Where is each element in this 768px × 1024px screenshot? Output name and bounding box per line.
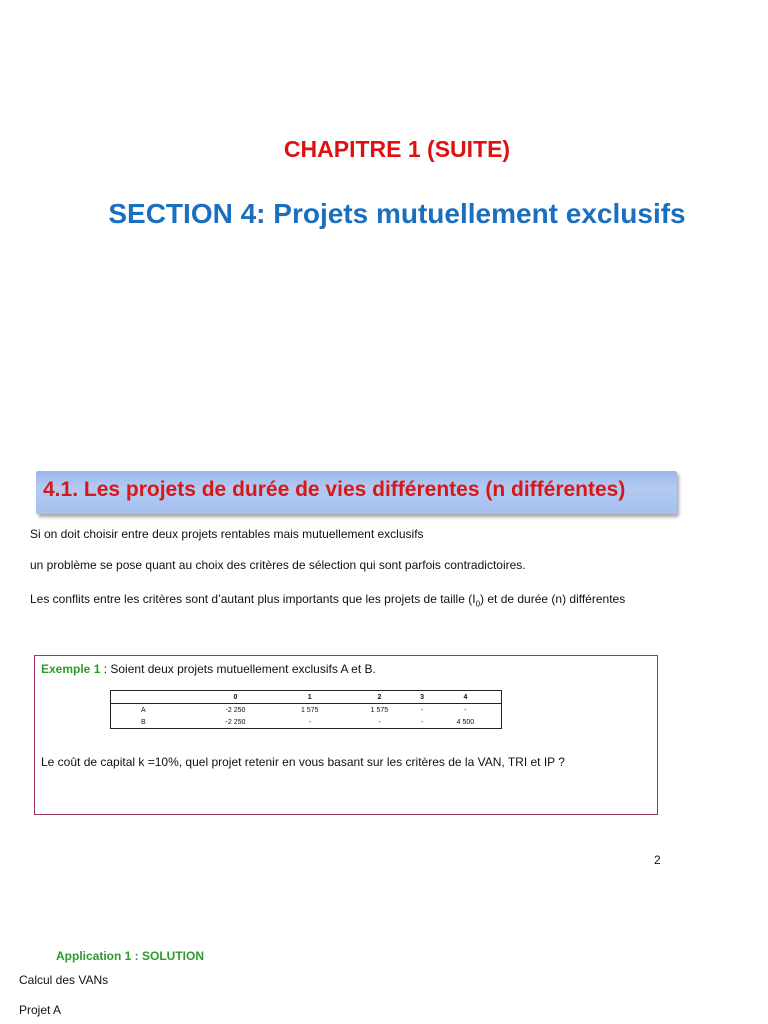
- table-cell: -: [308, 718, 311, 726]
- paragraph-1: Si on doit choisir entre deux projets rentables mais mutuellement exclusifs: [30, 527, 424, 541]
- paragraph-3-subscript: 0: [475, 599, 481, 609]
- table-header-row: [111, 691, 502, 704]
- page-number: 2: [654, 853, 661, 867]
- table-header-cell: 1: [275, 691, 345, 704]
- table-header-cell: [111, 691, 197, 704]
- calc-title: Calcul des VANs: [19, 973, 109, 987]
- paragraph-3-part1: Les conflits entre les critères sont d’autant plus importants que les projets de taille (I: [30, 592, 476, 606]
- table-cell: -2 250: [225, 718, 246, 726]
- table-row: [111, 704, 502, 717]
- application-title: Application 1 : SOLUTION: [56, 949, 205, 963]
- table-cell: B: [141, 718, 146, 726]
- project-a-label: Projet A: [19, 1003, 62, 1017]
- table-cell: 1 575: [370, 706, 389, 714]
- example-question: Le coût de capital k =10%, quel projet retenir en vous basant sur les critères de la VAN, TRI et IP ?: [41, 755, 565, 769]
- subsection-banner: [36, 471, 677, 514]
- table-cell: 4 500: [456, 718, 475, 726]
- paragraph-3: [30, 591, 670, 612]
- table-header-cell: 2: [345, 691, 415, 704]
- example-box: [34, 655, 658, 815]
- table-header-cell: 0: [196, 691, 275, 704]
- table-cell: -: [378, 718, 381, 726]
- table-cell: -: [464, 706, 467, 714]
- table-header-cell: 4: [430, 691, 502, 704]
- table-cell: -: [420, 706, 424, 714]
- section-title: SECTION 4: Projets mutuellement exclusifs: [108, 198, 686, 229]
- chapter-title: CHAPITRE 1 (SUITE): [283, 136, 511, 162]
- table-cell: -2 250: [225, 706, 246, 714]
- example-label: Exemple 1: [41, 662, 101, 676]
- example-heading: [41, 662, 376, 676]
- cash-flow-table: [110, 690, 502, 729]
- table-cell: A: [141, 706, 146, 714]
- subsection-title: 4.1. Les projets de durée de vies différentes (n différentes): [43, 478, 626, 501]
- table-cell: -: [420, 718, 424, 726]
- paragraph-2: un problème se pose quant au choix des critères de sélection qui sont parfois contradictoires.: [30, 558, 526, 572]
- table-cell: 1 575: [300, 706, 319, 714]
- paragraph-3-part2: ) et de durée (n) différentes: [480, 592, 626, 606]
- table-row: [111, 716, 502, 729]
- table-header-cell: 3: [414, 691, 430, 704]
- example-intro: : Soient deux projets mutuellement exclusifs A et B.: [100, 662, 376, 676]
